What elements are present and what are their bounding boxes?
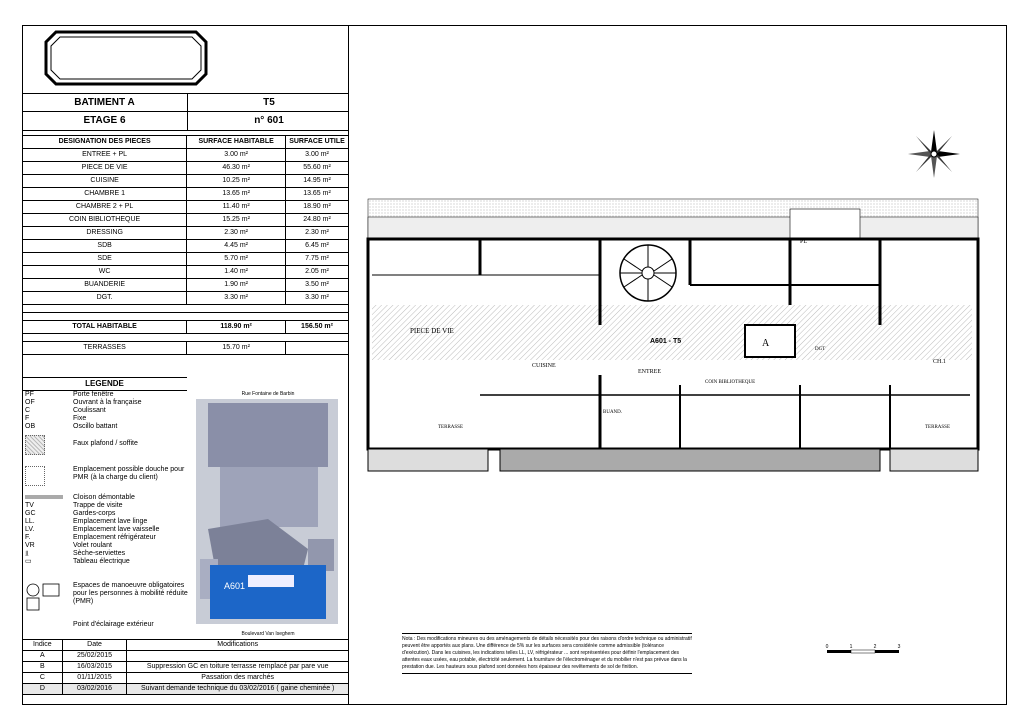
room-name: CUISINE [23, 175, 187, 188]
table-row [23, 651, 349, 662]
legend-label: Espaces de manoeuvre obligatoires pour les personnes à mobilité réduite (PMR) [73, 582, 188, 605]
col-surface-utile: SURFACE UTILE [286, 136, 349, 149]
room-label-terrasse-1: TERRASSE [438, 425, 464, 430]
legend-label: Cloison démontable [73, 494, 135, 501]
room-name: SDB [23, 240, 187, 253]
legend-item [25, 494, 190, 502]
room-name: PIECE DE VIE [23, 162, 187, 175]
room-util: 24.80 m² [286, 214, 349, 227]
table-row [23, 227, 349, 240]
legend-item [25, 534, 190, 542]
legend-label: Ouvrant à la française [73, 399, 142, 406]
modifications-header [23, 640, 349, 651]
scale-bar [825, 644, 905, 664]
room-util: 13.65 m² [286, 188, 349, 201]
table-row [23, 162, 349, 175]
legend-code: F. [25, 534, 31, 541]
table-row [23, 266, 349, 279]
scale-tick: 3 [897, 644, 901, 650]
legend-item [25, 423, 190, 431]
legend-code: OB [25, 423, 36, 430]
unit-a601-plan [248, 575, 294, 587]
top-street-label: Rue Fontaine de Barbin [241, 391, 295, 397]
room-name: WC [23, 266, 187, 279]
table-row [23, 253, 349, 266]
room-hab: 1.40 m² [187, 266, 286, 279]
electrical-panel-icon: ▭ [25, 558, 32, 565]
room-name: SDE [23, 253, 187, 266]
col-surface-habitable: SURFACE HABITABLE [187, 136, 286, 149]
legend-item [25, 558, 190, 566]
compass-rose-icon [906, 128, 962, 180]
legend-item [25, 518, 190, 526]
table-row [23, 662, 349, 673]
legend-item [25, 526, 190, 534]
floor-plan [360, 185, 1000, 485]
room-name: DRESSING [23, 227, 187, 240]
room-hab: 11.40 m² [187, 201, 286, 214]
table-row [23, 214, 349, 227]
room-label-buanderie: BUAND. [603, 410, 623, 415]
legend-title: LEGENDE [22, 377, 187, 391]
legend-item [25, 502, 190, 510]
legend-item [25, 510, 190, 518]
room-name: CHAMBRE 2 + PL [23, 201, 187, 214]
building-row [22, 93, 349, 112]
table-spacer [23, 305, 349, 313]
room-util: 55.60 m² [286, 162, 349, 175]
legend-label: Porte fenêtre [73, 391, 114, 398]
room-util: 3.00 m² [286, 149, 349, 162]
terrace-row [23, 342, 349, 355]
table-row [23, 673, 349, 684]
legend-code: LL. [25, 518, 35, 525]
room-label-a: A [762, 338, 770, 349]
legend-label: Emplacement possible douche pour PMR (à la charge du client) [73, 466, 185, 481]
room-util: 3.50 m² [286, 279, 349, 292]
legend-code: C [25, 407, 31, 414]
terrace-label: TERRASSES [23, 342, 187, 355]
scale-tick: 1 [849, 644, 853, 650]
room-label-terrasse-2: TERRASSE [925, 425, 951, 430]
table-row [23, 684, 349, 695]
floor-label: ETAGE 6 [83, 115, 126, 126]
room-hab: 1.90 m² [187, 279, 286, 292]
mod-text: Suivant demande technique du 03/02/2016 ( gaine cheminée ) [127, 684, 349, 695]
table-row [23, 175, 349, 188]
partition-swatch [25, 495, 63, 499]
room-util: 18.90 m² [286, 201, 349, 214]
room-util: 14.95 m² [286, 175, 349, 188]
col-date: Date [62, 640, 127, 651]
room-label-entree: ENTREE [638, 369, 661, 375]
legend-label: Coulissant [73, 407, 106, 414]
table-row [23, 292, 349, 305]
legend-item [25, 407, 190, 415]
legend-label: Point d'éclairage extérieur [73, 621, 154, 628]
mod-index: B [23, 662, 63, 673]
total-hab: 118.90 m² [187, 321, 286, 334]
legend-item [25, 466, 190, 492]
legend-item [25, 621, 190, 629]
room-label-piece-de-vie: PIECE DE VIE [410, 327, 454, 335]
room-label-dgt: DGT [815, 347, 826, 352]
mod-index: A [23, 651, 63, 662]
room-hab: 10.25 m² [187, 175, 286, 188]
table-spacer [23, 334, 349, 342]
room-util: 2.30 m² [286, 227, 349, 240]
legend-code: VR [25, 542, 35, 549]
room-name: BUANDERIE [23, 279, 187, 292]
mod-date: 25/02/2015 [62, 651, 127, 662]
site-map [188, 389, 348, 639]
scale-tick: 0 [825, 644, 829, 650]
legend-label: Emplacement lave vaisselle [73, 526, 160, 533]
unit-a601-highlight [210, 565, 326, 619]
table-spacer [23, 313, 349, 321]
legend-label: Volet roulant [73, 542, 112, 549]
total-label: TOTAL HABITABLE [23, 321, 187, 334]
room-hab: 2.30 m² [187, 227, 286, 240]
room-util: 6.45 m² [286, 240, 349, 253]
room-name: CHAMBRE 1 [23, 188, 187, 201]
ceiling-swatch [25, 435, 45, 455]
legend-label: Gardes-corps [73, 510, 116, 517]
unit-tag: A601 - T5 [650, 338, 682, 345]
terrace-hab: 15.70 m² [187, 342, 286, 355]
logo-frame [44, 30, 208, 86]
apartment-type: T5 [187, 94, 350, 112]
towel-dryer-icon: ⫫ [25, 550, 29, 557]
legend-label: Faux plafond / soffite [73, 440, 138, 447]
pmr-space-icon [25, 582, 65, 614]
mod-date: 16/03/2015 [62, 662, 127, 673]
legend-label: Emplacement réfrigérateur [73, 534, 156, 541]
legend-item [25, 542, 190, 550]
table-row [23, 188, 349, 201]
legend-code: PF [25, 391, 34, 398]
mod-date: 01/11/2015 [62, 673, 127, 684]
room-hab: 4.45 m² [187, 240, 286, 253]
legend-label: Oscillo battant [73, 423, 118, 430]
building-label: BATIMENT A [74, 97, 135, 108]
legend-code: F [25, 415, 30, 422]
table-row [23, 240, 349, 253]
legend-item [25, 399, 190, 407]
room-hab: 3.30 m² [187, 292, 286, 305]
legend-label: Fixe [73, 415, 87, 422]
table-row [23, 279, 349, 292]
total-row [23, 321, 349, 334]
unit-label: A601 [224, 581, 246, 591]
total-util: 156.50 m² [286, 321, 349, 334]
col-indice: Indice [23, 640, 63, 651]
legend-code: LV. [25, 526, 35, 533]
surface-table [22, 135, 349, 355]
room-hab: 46.30 m² [187, 162, 286, 175]
room-hab: 5.70 m² [187, 253, 286, 266]
mod-date: 03/02/2016 [62, 684, 127, 695]
room-name: DGT. [23, 292, 187, 305]
room-label-cuisine: CUISINE [532, 363, 556, 369]
col-designation: DESIGNATION DES PIECES [23, 136, 187, 149]
room-label-ch1: CH.1 [933, 359, 946, 365]
modifications-table [22, 639, 349, 695]
surface-table-header [23, 136, 349, 149]
table-row [23, 149, 349, 162]
mod-index: D [23, 684, 63, 695]
room-hab: 15.25 m² [187, 214, 286, 227]
room-util: 7.75 m² [286, 253, 349, 266]
room-label-bibliotheque: COIN BIBLIOTHEQUE [705, 380, 756, 385]
room-util: 3.30 m² [286, 292, 349, 305]
legend-code: GC [25, 510, 36, 517]
table-row [23, 201, 349, 214]
mod-text: Passation des marchés [127, 673, 349, 684]
legend-item [25, 582, 190, 614]
mod-text [127, 651, 349, 662]
scale-tick: 2 [873, 644, 877, 650]
legend-label: Trappe de visite [73, 502, 123, 509]
room-hab: 13.65 m² [187, 188, 286, 201]
mod-text: Suppression GC en toiture terrasse remplacé par pare vue [127, 662, 349, 673]
pmr-shower-swatch [25, 466, 45, 486]
legend-label: Sèche-serviettes [73, 550, 126, 557]
room-hab: 3.00 m² [187, 149, 286, 162]
legend-label: Emplacement lave linge [73, 518, 148, 525]
col-modifications: Modifications [127, 640, 349, 651]
bottom-street-label: Boulevard Van Iseghem [241, 631, 295, 637]
legend-label: Tableau électrique [73, 558, 130, 565]
room-name: COIN BIBLIOTHEQUE [23, 214, 187, 227]
room-label-pl: PL [800, 239, 808, 245]
room-name: ENTREE + PL [23, 149, 187, 162]
floor-row [22, 111, 349, 131]
legend-item [25, 415, 190, 423]
legend-item [25, 550, 190, 558]
room-util: 2.05 m² [286, 266, 349, 279]
legend-item [25, 391, 190, 399]
legend-item [25, 440, 190, 460]
apartment-number: n° 601 [187, 112, 350, 130]
legend-code: OF [25, 399, 35, 406]
legend-code: TV [25, 502, 34, 509]
disclaimer-note: Nota : Des modifications mineures ou des aménagements de détails nécessités pour des raisons d'ordre technique ou administratif peuvent être apportés aux plans. Une différence de 5% sur les surfaces sera considérée comme admissible (tolérance d'exécution). Dans les cuisines, les indications telles LL, LV, réfrigérateur ... sont représentées pour définir l'emplacement des attentes eaux usées, eau potable, électricité seulement. La fourniture de l'électroménager et du mobilier n'est pas prévue dans la prestation due. Les hauteurs sous plafond sont données hors épaisseur des revêtements de sol de finition. [402, 633, 692, 674]
mod-index: C [23, 673, 63, 684]
